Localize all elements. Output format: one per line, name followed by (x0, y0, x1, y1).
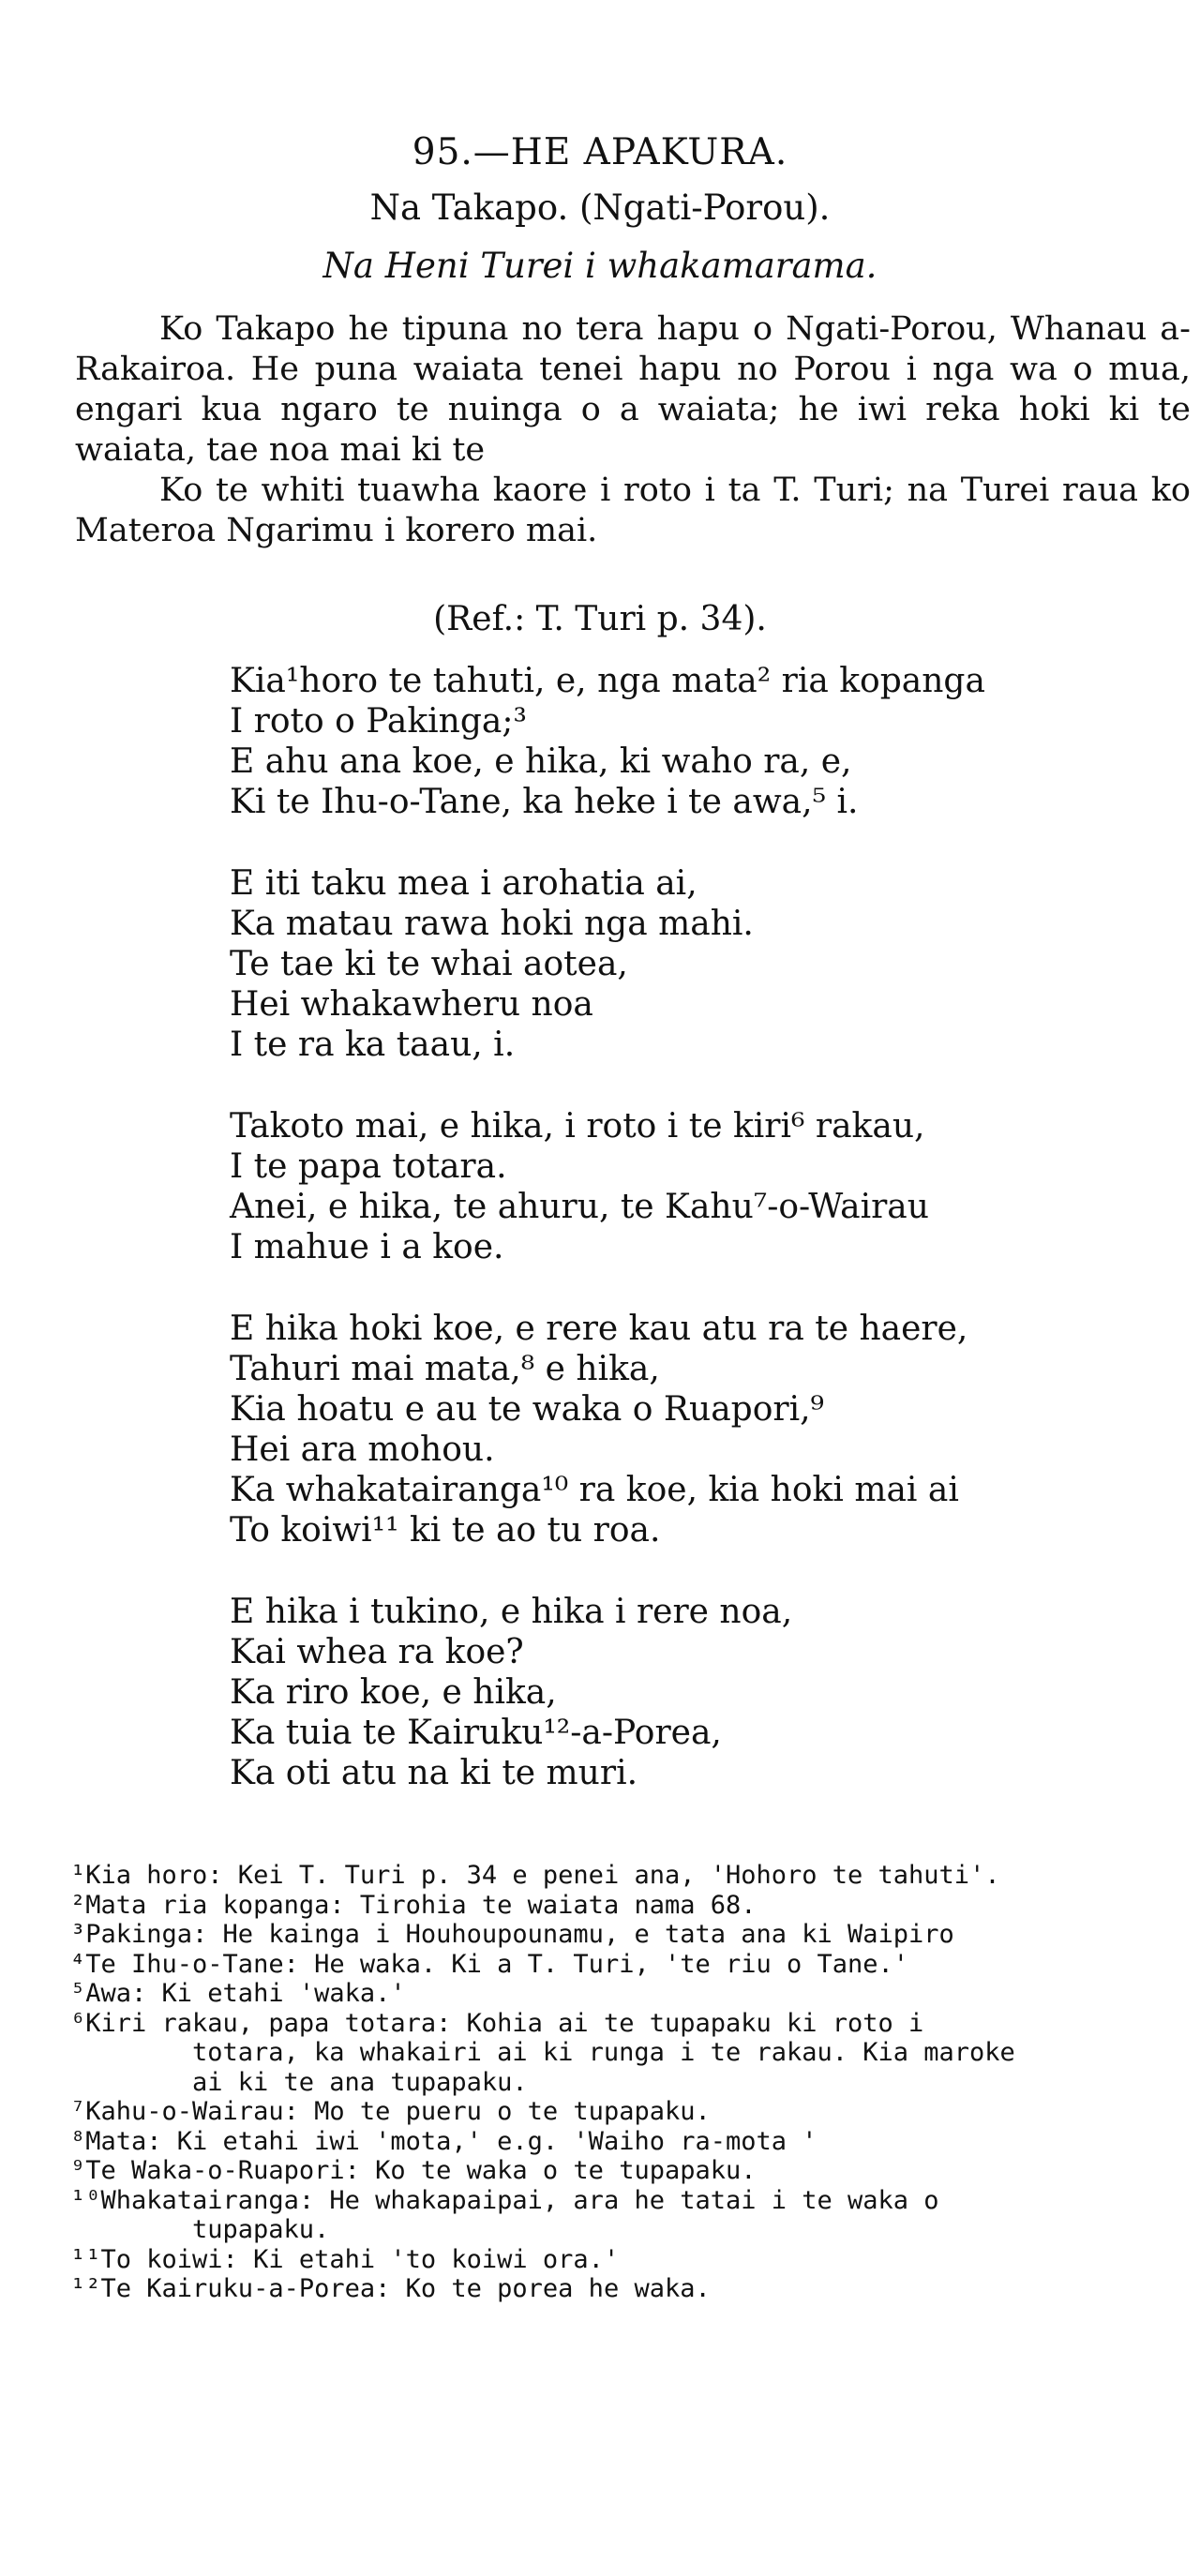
verse-line: Kai whea ra koe? (230, 1633, 524, 1671)
intro-paragraph: Ko te whiti tuawha kaore i roto i ta T. Turi; na Turei raua ko Materoa Ngarimu i korero mai. (75, 472, 1191, 549)
verse-line: E ahu ana koe, e hika, ki waho ra, e, (230, 742, 852, 781)
verse-line: I roto o Pakinga;³ (230, 702, 527, 741)
footnote: ¹¹To koiwi: Ki etahi 'to koiwi ora.' (70, 2244, 620, 2274)
footnote-continuation: tupapaku. (192, 2215, 330, 2244)
verse-line: Kia hoatu e au te waka o Ruapori,⁹ (230, 1390, 824, 1429)
stanza (230, 863, 1186, 1065)
verse-line: Ka matau rawa hoki nga mahi. (230, 905, 754, 943)
author-line: Na Takapo. (Ngati-Porou). (369, 187, 831, 228)
footnote-continuation: ai ki te ana tupapaku. (192, 2067, 528, 2097)
verse-line: Ka oti atu na ki te muri. (230, 1754, 638, 1792)
footnote: ¹Kia horo: Kei T. Turi p. 34 e penei ana, 'Hohoro te tahuti'. (70, 1861, 1000, 1890)
footnote: ⁷Kahu-o-Wairau: Mo te pueru o te tupapaku. (70, 2097, 711, 2126)
footnote: ⁹Te Waka-o-Ruapori: Ko te waka o te tupapaku. (70, 2156, 757, 2185)
verse-line: Ka riro koe, e hika, (230, 1673, 557, 1712)
footnote: ⁴Te Ihu-o-Tane: He waka. Ki a T. Turi, 'te riu o Tane.' (70, 1949, 909, 1979)
footnote: ⁸Mata: Ki etahi iwi 'mota,' e.g. 'Waiho ra-mota ' (70, 2126, 818, 2156)
intro-paragraph: Ko Takapo he tipuna no tera hapu o Ngati-Porou, Whanau a-Rakairoa. He puna waiata tenei hapu no Porou i nga wa o mua, engari kua ngaro te nuinga o a waiata; he iwi reka hoki ki te waiata, tae noa mai ki te (75, 310, 1191, 469)
verse-line: E hika hoki koe, e rere kau atu ra te haere, (230, 1310, 968, 1348)
footnote: ⁵Awa: Ki etahi 'waka.' (70, 1979, 406, 2008)
verse-line: Anei, e hika, te ahuru, te Kahu⁷-o-Wairau (230, 1188, 929, 1226)
verse-line: E hika i tukino, e hika i rere noa, (230, 1593, 793, 1631)
song-heading: 95.—HE APAKURA. (412, 131, 788, 173)
footnote: ³Pakinga: He kainga i Houhoupounamu, e tata ana ki Waipiro (70, 1920, 954, 1949)
verse-line: Tahuri mai mata,⁸ e hika, (230, 1350, 660, 1388)
verse-line: Hei whakawheru noa (230, 985, 593, 1024)
song-verses (230, 661, 1186, 1835)
footnote: ¹⁰Whakatairanga: He whakapaipai, ara he tatai i te waka o (70, 2185, 939, 2215)
verse-line: Ka tuia te Kairuku¹²-a-Porea, (230, 1714, 722, 1752)
footnote: ¹²Te Kairuku-a-Porea: Ko te porea he waka. (70, 2274, 711, 2303)
verse-line: Te tae ki te whai aotea, (230, 945, 628, 983)
stanza (230, 1592, 1186, 1793)
explainer-line: Na Heni Turei i whakamarama. (322, 246, 878, 286)
verse-line: E iti taku mea i arohatia ai, (230, 864, 698, 903)
footnote: ⁶Kiri rakau, papa totara: Kohia ai te tupapaku ki roto i (70, 2008, 924, 2038)
footnote-continuation: totara, ka whakairi ai ki runga i te rakau. Kia maroke (192, 2038, 1015, 2067)
reference-line: (Ref.: T. Turi p. 34). (433, 600, 767, 638)
verse-line: Kia¹horo te tahuti, e, nga mata² ria kopanga (230, 662, 985, 700)
verse-line: I mahue i a koe. (230, 1228, 504, 1266)
verse-line: I te ra ka taau, i. (230, 1026, 516, 1064)
verse-line: Ka whakatairanga¹⁰ ra koe, kia hoki mai ai (230, 1471, 959, 1509)
stanza (230, 1309, 1186, 1550)
footnote: ²Mata ria kopanga: Tirohia te waiata nama 68. (70, 1890, 757, 1920)
introduction (75, 309, 1191, 551)
verse-line: To koiwi¹¹ ki te ao tu roa. (230, 1511, 661, 1550)
footnotes (70, 1861, 1195, 2304)
stanza (230, 661, 1186, 822)
verse-line: Ki te Ihu-o-Tane, ka heke i te awa,⁵ i. (230, 783, 859, 821)
stanza (230, 1106, 1186, 1267)
verse-line: Hei ara mohou. (230, 1430, 495, 1469)
verse-line: I te papa totara. (230, 1147, 507, 1186)
verse-line: Takoto mai, e hika, i roto i te kiri⁶ rakau, (230, 1107, 925, 1146)
